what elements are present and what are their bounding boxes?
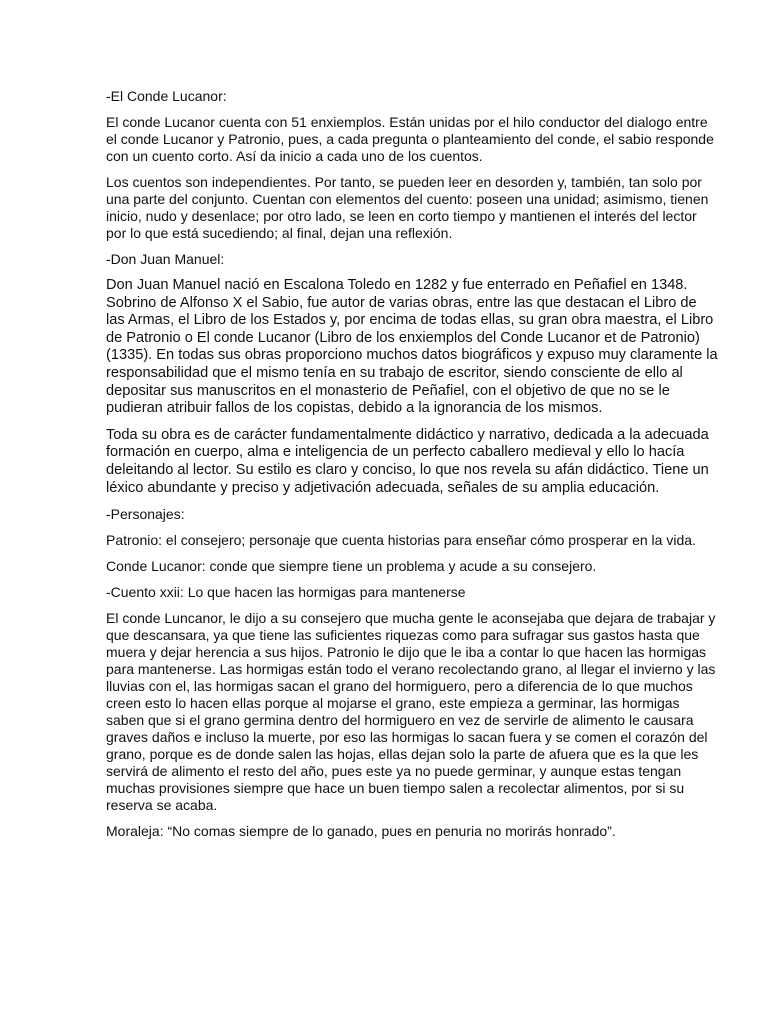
paragraph-cuentos-independientes: Los cuentos son independientes. Por tanto, se pueden leer en desorden y, también, tan solo por una parte del conjunto. Cuentan con elementos del cuento: poseen una unidad; asimismo, tienen inicio, nudo y desenlace; por otro lado, se leen en corto tiempo y mantienen el interés del lector por lo que está sucediendo; al final, dejan una reflexión. <box>106 174 709 241</box>
document-page <box>106 88 718 849</box>
heading-conde-lucanor: -El Conde Lucanor: <box>106 88 227 104</box>
paragraph-moraleja: Moraleja: “No comas siempre de lo ganado, pues en penuria no morirás honrado”. <box>106 823 616 840</box>
heading-cuento-xxii: -Cuento xxii: Lo que hacen las hormigas para mantenerse <box>106 584 466 601</box>
paragraph-biografia: Don Juan Manuel nació en Escalona Toledo en 1282 y fue enterrado en Peñafiel en 1348. Sobrino de Alfonso X el Sabio, fue autor de varias obras, entre las que destacan el Libro de las Armas, el Libro de los Estados y, por encima de todas ellas, su gran obra maestra, el Libro de Patronio o El conde Lucanor (Libro de los enxiemplos del Conde Lucanor et de Patronio) (1335). En todas sus obras proporciono muchos datos biográficos y expuso muy claramente la responsabilidad que el mismo tenía en su trabajo de escritor, siendo consciente de ello al depositar sus manuscritos en el monasterio de Peñafiel, con el objetivo de que no se le pudieran atribuir fallos de los copistas, debido a la ignorancia de los mismos. <box>106 277 718 417</box>
heading-personajes: -Personajes: <box>106 506 185 523</box>
paragraph-conde-lucanor-intro: El conde Lucanor cuenta con 51 enxiemplos. Están unidas por el hilo conductor del dialogo entre el conde Lucanor y Patronio, pues, a cada pregunta o planteamiento del conde, el sabio responde con un cuento corto. Así da inicio a cada uno de los cuentos. <box>106 114 714 164</box>
paragraph-patronio: Patronio: el consejero; personaje que cuenta historias para enseñar cómo prosperar en la vida. <box>106 532 696 549</box>
paragraph-cuento-hormigas: El conde Luncanor, le dijo a su consejero que mucha gente le aconsejaba que dejara de trabajar y que descansara, ya que tiene las suficientes riquezas como para sufragar sus gastos hasta que muera y dejar herencia a sus hijos. Patronio le dijo que le iba a contar lo que hacen las hormigas para mantenerse. Las hormigas están todo el verano recolectando grano, al llegar el invierno y las lluvias con el, las hormigas sacan el grano del hormiguero, pero a diferencia de lo que muchos creen esto lo hacen ellas porque al mojarse el grano, este empieza a germinar, las hormigas saben que si el grano germina dentro del hormiguero en vez de servirle de alimento le causara graves daños e incluso la muerte, por eso las hormigas lo sacan fuera y se comen el corazón del grano, porque es de donde salen las hojas, ellas dejan solo la parte de afuera que es la que les servirá de alimento el resto del año, pues este ya no puede germinar, y aunque estas tengan muchas provisiones siempre que hace un buen tiempo salen a recolectar alimentos, por si su reserva se acaba. <box>106 610 716 814</box>
paragraph-estilo: Toda su obra es de carácter fundamentalmente didáctico y narrativo, dedicada a la adecuada formación en cuerpo, alma e inteligencia de un perfecto caballero medieval y ello lo hacía deleitando al lector. Su estilo es claro y conciso, lo que nos revela su afán didáctico. Tiene un léxico abundante y preciso y adjetivación adecuada, señales de su amplia educación. <box>106 426 709 496</box>
paragraph-conde-lucanor: Conde Lucanor: conde que siempre tiene un problema y acude a su consejero. <box>106 558 597 575</box>
heading-don-juan-manuel: -Don Juan Manuel: <box>106 251 225 267</box>
